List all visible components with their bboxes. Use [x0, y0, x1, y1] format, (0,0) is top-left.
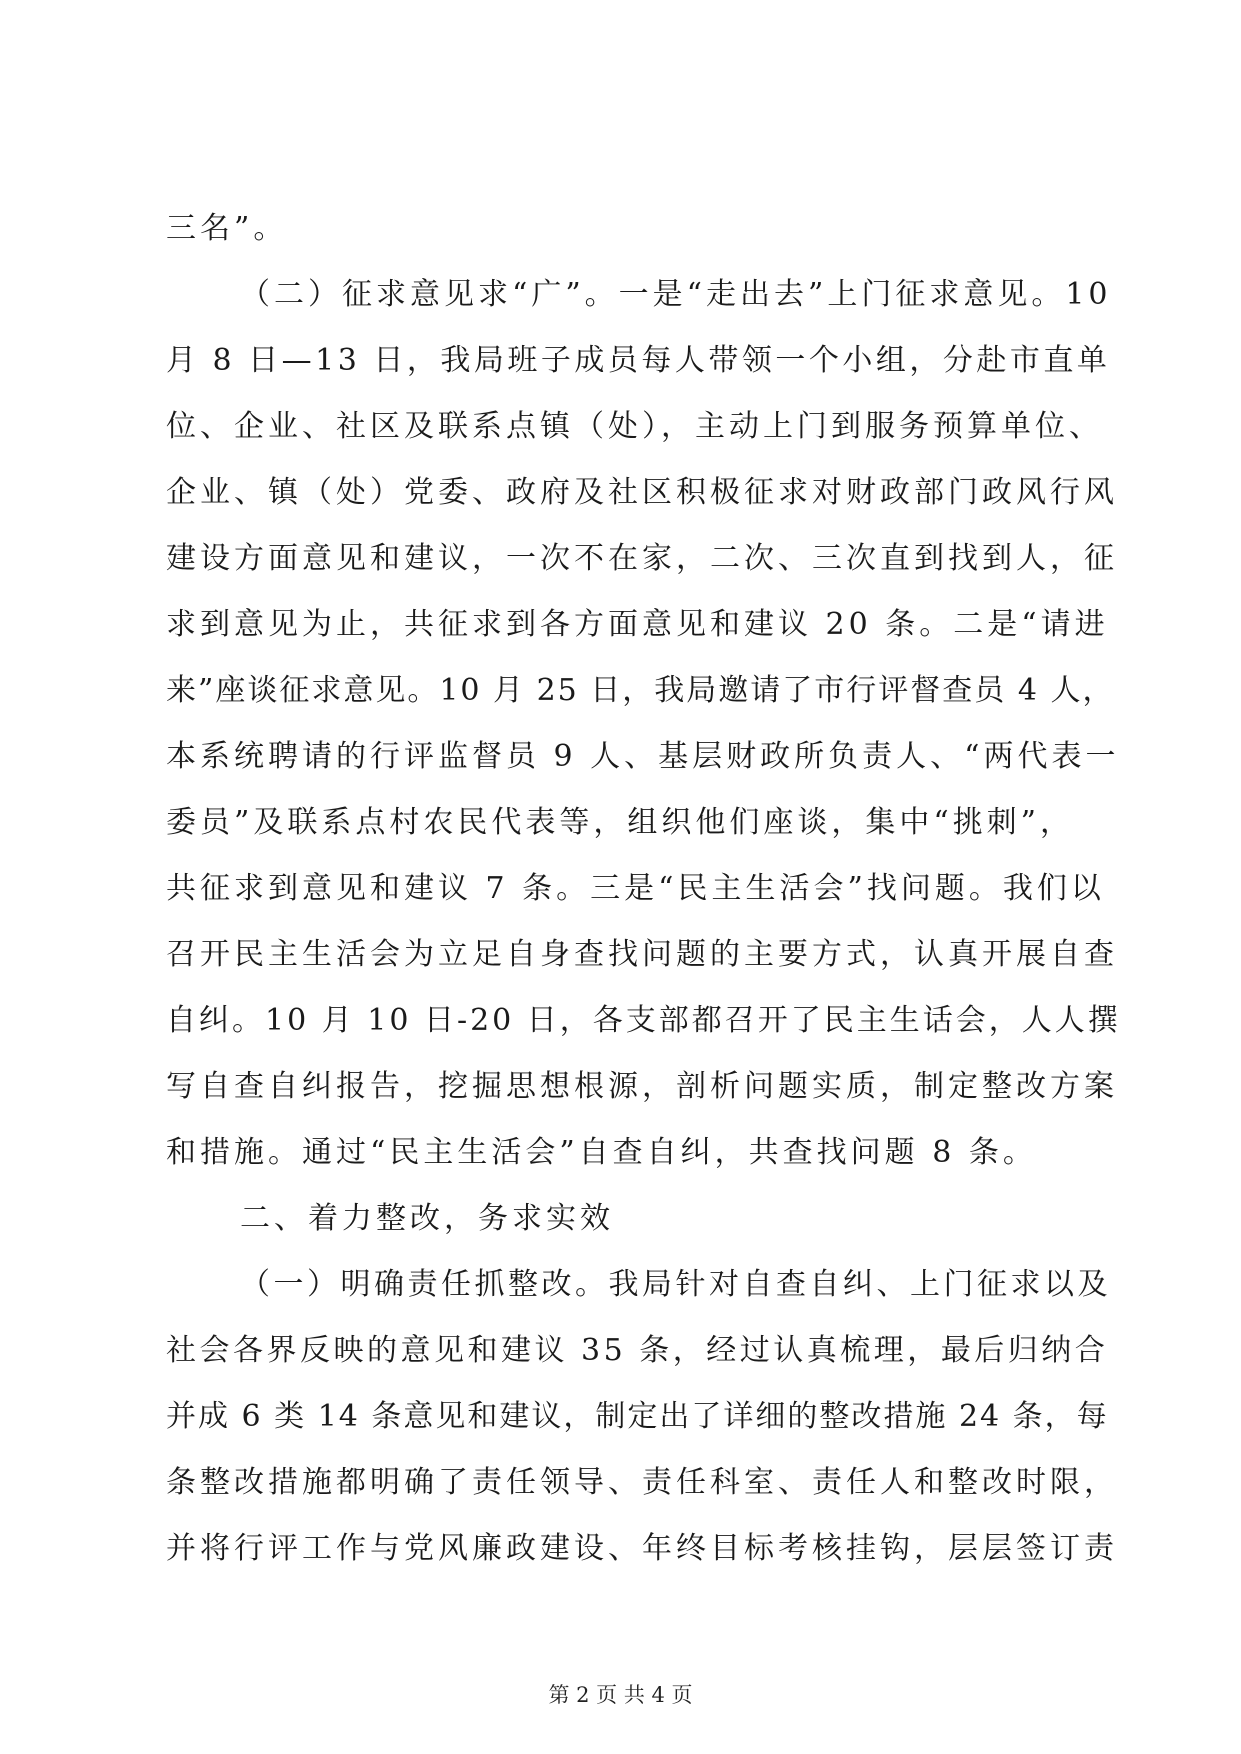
text-line: （二）征求意见求“广”。一是“走出去”上门征求意见。10 — [240, 277, 1112, 312]
text-line: 自纠。10 月 10 日-20 日，各支部都召开了民主生话会，人人撰 — [166, 1003, 1121, 1038]
text-line: 委员”及联系点村农民代表等，组织他们座谈，集中“挑刺”， — [166, 805, 1075, 840]
text-line: 召开民主生活会为立足自身查找问题的主要方式，认真开展自查 — [166, 937, 1118, 972]
text-line: 来”座谈征求意见。10 月 25 日，我局邀请了市行评督查员 4 人， — [166, 673, 1115, 708]
text-line: 和措施。通过“民主生活会”自查自纠，共查找问题 8 条。 — [166, 1135, 1037, 1170]
text-line: 并成 6 类 14 条意见和建议，制定出了详细的整改措施 24 条，每 — [166, 1399, 1109, 1434]
text-line: 社会各界反映的意见和建议 35 条，经过认真梳理，最后归纳合 — [166, 1333, 1109, 1368]
text-line: （一）明确责任抓整改。我局针对自查自纠、上门征求以及 — [240, 1267, 1111, 1302]
text-line: 位、企业、社区及联系点镇（处），主动上门到服务预算单位、 — [166, 409, 1103, 444]
text-line: 条整改措施都明确了责任领导、责任科室、责任人和整改时限， — [166, 1465, 1118, 1500]
text-line: 建设方面意见和建议，一次不在家，二次、三次直到找到人，征 — [166, 541, 1118, 576]
text-line: 求到意见为止，共征求到各方面意见和建议 20 条。二是“请进 — [166, 607, 1109, 642]
section-heading: 二、着力整改，务求实效 — [240, 1201, 614, 1236]
text-line: 月 8 日—13 日，我局班子成员每人带领一个小组，分赴市直单 — [166, 343, 1111, 378]
text-line: 企业、镇（处）党委、政府及社区积极征求对财政部门政风行风 — [166, 475, 1118, 510]
page-number-footer: 第 2 页 共 4 页 — [548, 1683, 693, 1707]
text-line: 共征求到意见和建议 7 条。三是“民主生活会”找问题。我们以 — [166, 871, 1105, 906]
text-line: 并将行评工作与党风廉政建设、年终目标考核挂钩，层层签订责 — [166, 1531, 1118, 1566]
text-line: 本系统聘请的行评监督员 9 人、基层财政所负责人、“两代表一 — [166, 739, 1120, 774]
text-line: 写自查自纠报告，挖掘思想根源，剖析问题实质，制定整改方案 — [166, 1069, 1118, 1104]
text-line: 三名”。 — [166, 211, 288, 246]
